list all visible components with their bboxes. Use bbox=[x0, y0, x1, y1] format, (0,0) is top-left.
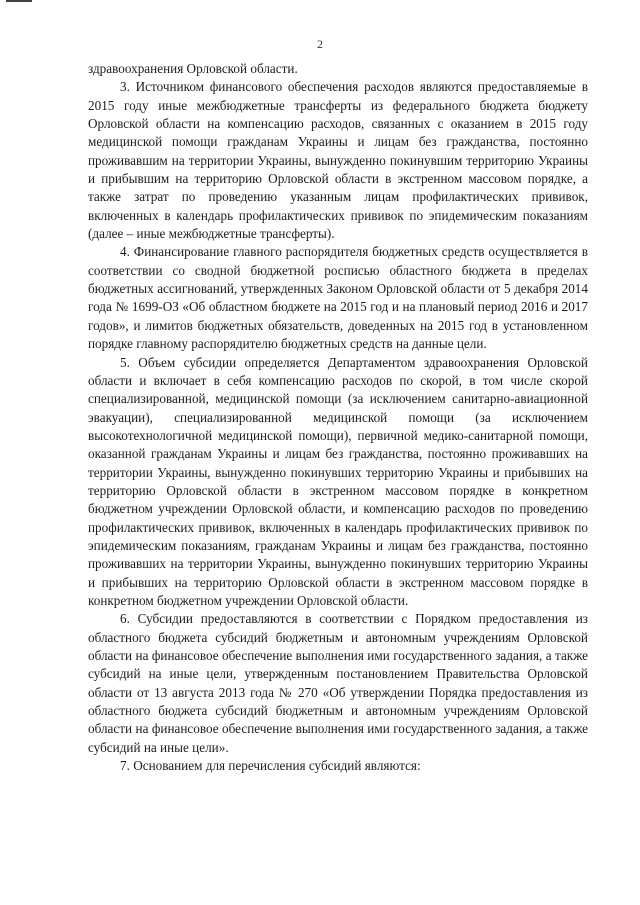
paragraph-3: 3. Источником финансового обеспечения расходов являются предоставляемые в 2015 году иные межбюджетные трансферты из федерального бюджета бюджету Орловской области на компенсацию расходов, связанных с оказанием в 2015 году медицинской помощи гражданам Украины и лицам без гражданства, постоянно проживавшим на территории Украины, вынужденно покинувшим территорию Украины и прибывшим на территорию Орловской области в экстренном массовом порядке, а также затрат по проведению указанным лицам профилактических прививок, включенных в календарь профилактических прививок по эпидемическим показаниям (далее – иные межбюджетные трансферты). bbox=[88, 79, 588, 242]
paragraph-continuation: здравоохранения Орловской области. bbox=[88, 61, 298, 76]
scan-corner-mark bbox=[6, 0, 32, 2]
paragraph-5: 5. Объем субсидии определяется Департаментом здравоохранения Орловской области и включает в себя компенсацию расходов по скорой, в том числе скорой специализированной, медицинской помощи (за исключением санитарно-авиационной эвакуации), специализированной медицинской помощи (за исключением высокотехнологичной медицинской помощи), первичной медико-санитарной помощи, оказанной гражданам Украины и лицам без гражданства, постоянно проживавших на территории Украины, вынужденно покинувших территорию Украины и прибывших на территорию Орловской области в экстренном массовом порядке в конкретном бюджетном учреждении Орловской области, и компенсацию расходов по проведению профилактических прививок, включенных в календарь профилактических прививок по эпидемическим показаниям, гражданам Украины и лицам без гражданства, постоянно проживавших на территории Украины, вынужденно покинувших территорию Украины и прибывших на территорию Орловской области в экстренном массовом порядке в конкретном бюджетном учреждении Орловской области. bbox=[88, 354, 588, 608]
document-body bbox=[88, 60, 588, 775]
paragraph-4: 4. Финансирование главного распорядителя бюджетных средств осуществляется в соответствии со сводной бюджетной росписью областного бюджета в пределах бюджетных ассигнований, утвержденных Законом Орловской области от 5 декабря 2014 года № 1699-ОЗ «Об областном бюджете на 2015 год и на плановый период 2016 и 2017 годов», и лимитов бюджетных обязательств, доведенных на 2015 год в установленном порядке главному распорядителю бюджетных средств на данные цели. bbox=[88, 244, 588, 352]
page-number: 2 bbox=[317, 37, 323, 51]
paragraph-6: 6. Субсидии предоставляются в соответствии с Порядком предоставления из областного бюджета субсидий бюджетным и автономным учреждениям Орловской области на финансовое обеспечение выполнения ими государственного задания, а также субсидий на иные цели, утвержденным постановлением Правительства Орловской области от 13 августа 2013 года № 270 «Об утверждении Порядка предоставления из областного бюджета субсидий бюджетным и автономным учреждениям Орловской области на финансовое обеспечение выполнения ими государственного задания, а также субсидий на иные цели». bbox=[88, 611, 588, 755]
paragraph-7: 7. Основанием для перечисления субсидий являются: bbox=[120, 758, 421, 774]
